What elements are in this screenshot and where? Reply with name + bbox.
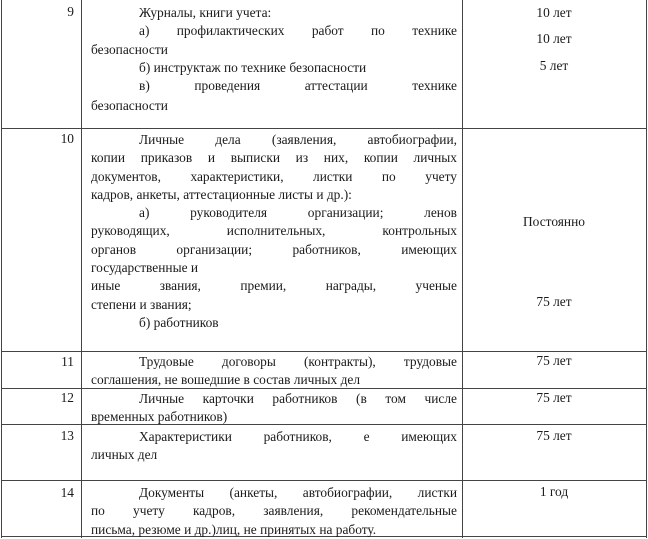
- description-line: Характеристики работников, е имеющих: [139, 429, 457, 444]
- row-description: [91, 4, 457, 116]
- description-line: личных дел: [91, 447, 158, 463]
- row-number: 13: [60, 428, 74, 443]
- row-divider: [1, 128, 647, 129]
- description-line: письма, резюме и др.)лиц, не принятых на работу.: [91, 521, 377, 537]
- row-description: [91, 484, 457, 539]
- description-line: по учету кадров, заявления, рекомендательные: [91, 503, 457, 519]
- row-number: 9: [67, 4, 74, 19]
- description-line: безопасности: [91, 41, 168, 57]
- row-description: [91, 428, 457, 465]
- row-description: [91, 353, 457, 390]
- retention-period: Постоянно: [523, 214, 585, 229]
- row-number: 14: [60, 485, 74, 500]
- retention-period: 10 лет: [536, 5, 572, 20]
- column-divider: [1, 0, 2, 538]
- description-line: временных работников): [91, 409, 228, 425]
- description-line: соглашения, не вошедшие в состав личных дел: [91, 372, 361, 388]
- row-description: [91, 131, 457, 332]
- column-divider: [462, 0, 463, 538]
- retention-period: 1 год: [539, 484, 569, 499]
- row-number: 12: [60, 390, 74, 405]
- row-divider: [1, 480, 647, 481]
- records-retention-table: [1, 0, 647, 538]
- description-line: Трудовые договоры (контракты), трудовые: [139, 354, 457, 369]
- row-number: 11: [61, 354, 74, 369]
- description-line: органов организации; работников, имеющих: [91, 241, 457, 257]
- description-line: б) работников: [139, 314, 219, 330]
- description-line: в) проведения аттестации технике: [139, 78, 457, 94]
- description-line: руководящих, исполнительных, контрольных: [91, 223, 457, 239]
- description-line: б) инструктаж по технике безопасности: [139, 59, 367, 75]
- column-divider: [81, 0, 82, 538]
- description-line: Личные дела (заявления, автобиографии,: [139, 132, 457, 147]
- description-line: Личные карточки работников (в том числе: [139, 391, 457, 406]
- description-line: государственные и: [91, 260, 199, 276]
- description-line: кадров, анкеты, аттестационные листы и др.):: [91, 186, 352, 202]
- retention-period: 75 лет: [536, 294, 572, 309]
- description-line: а) профилактических работ по технике: [139, 23, 457, 39]
- description-line: копии приказов и выписки из них, копии личных: [91, 150, 457, 166]
- retention-period: 75 лет: [536, 428, 572, 443]
- description-line: степени и звания;: [91, 296, 192, 312]
- description-line: Журналы, книги учета:: [139, 5, 272, 20]
- column-divider: [646, 0, 647, 538]
- retention-period: 75 лет: [536, 353, 572, 368]
- description-line: документов, характеристики, листки по учету: [91, 168, 457, 184]
- row-number: 10: [60, 131, 74, 146]
- retention-period: 75 лет: [536, 390, 572, 405]
- row-divider: [1, 351, 647, 352]
- retention-period: 10 лет: [536, 31, 572, 46]
- description-line: а) руководителя организации; ленов: [139, 205, 457, 221]
- description-line: иные звания, премии, награды, ученые: [91, 278, 457, 294]
- description-line: безопасности: [91, 98, 168, 114]
- row-description: [91, 390, 457, 427]
- description-line: Документы (анкеты, автобиографии, листки: [139, 485, 457, 500]
- retention-period: 5 лет: [539, 58, 569, 73]
